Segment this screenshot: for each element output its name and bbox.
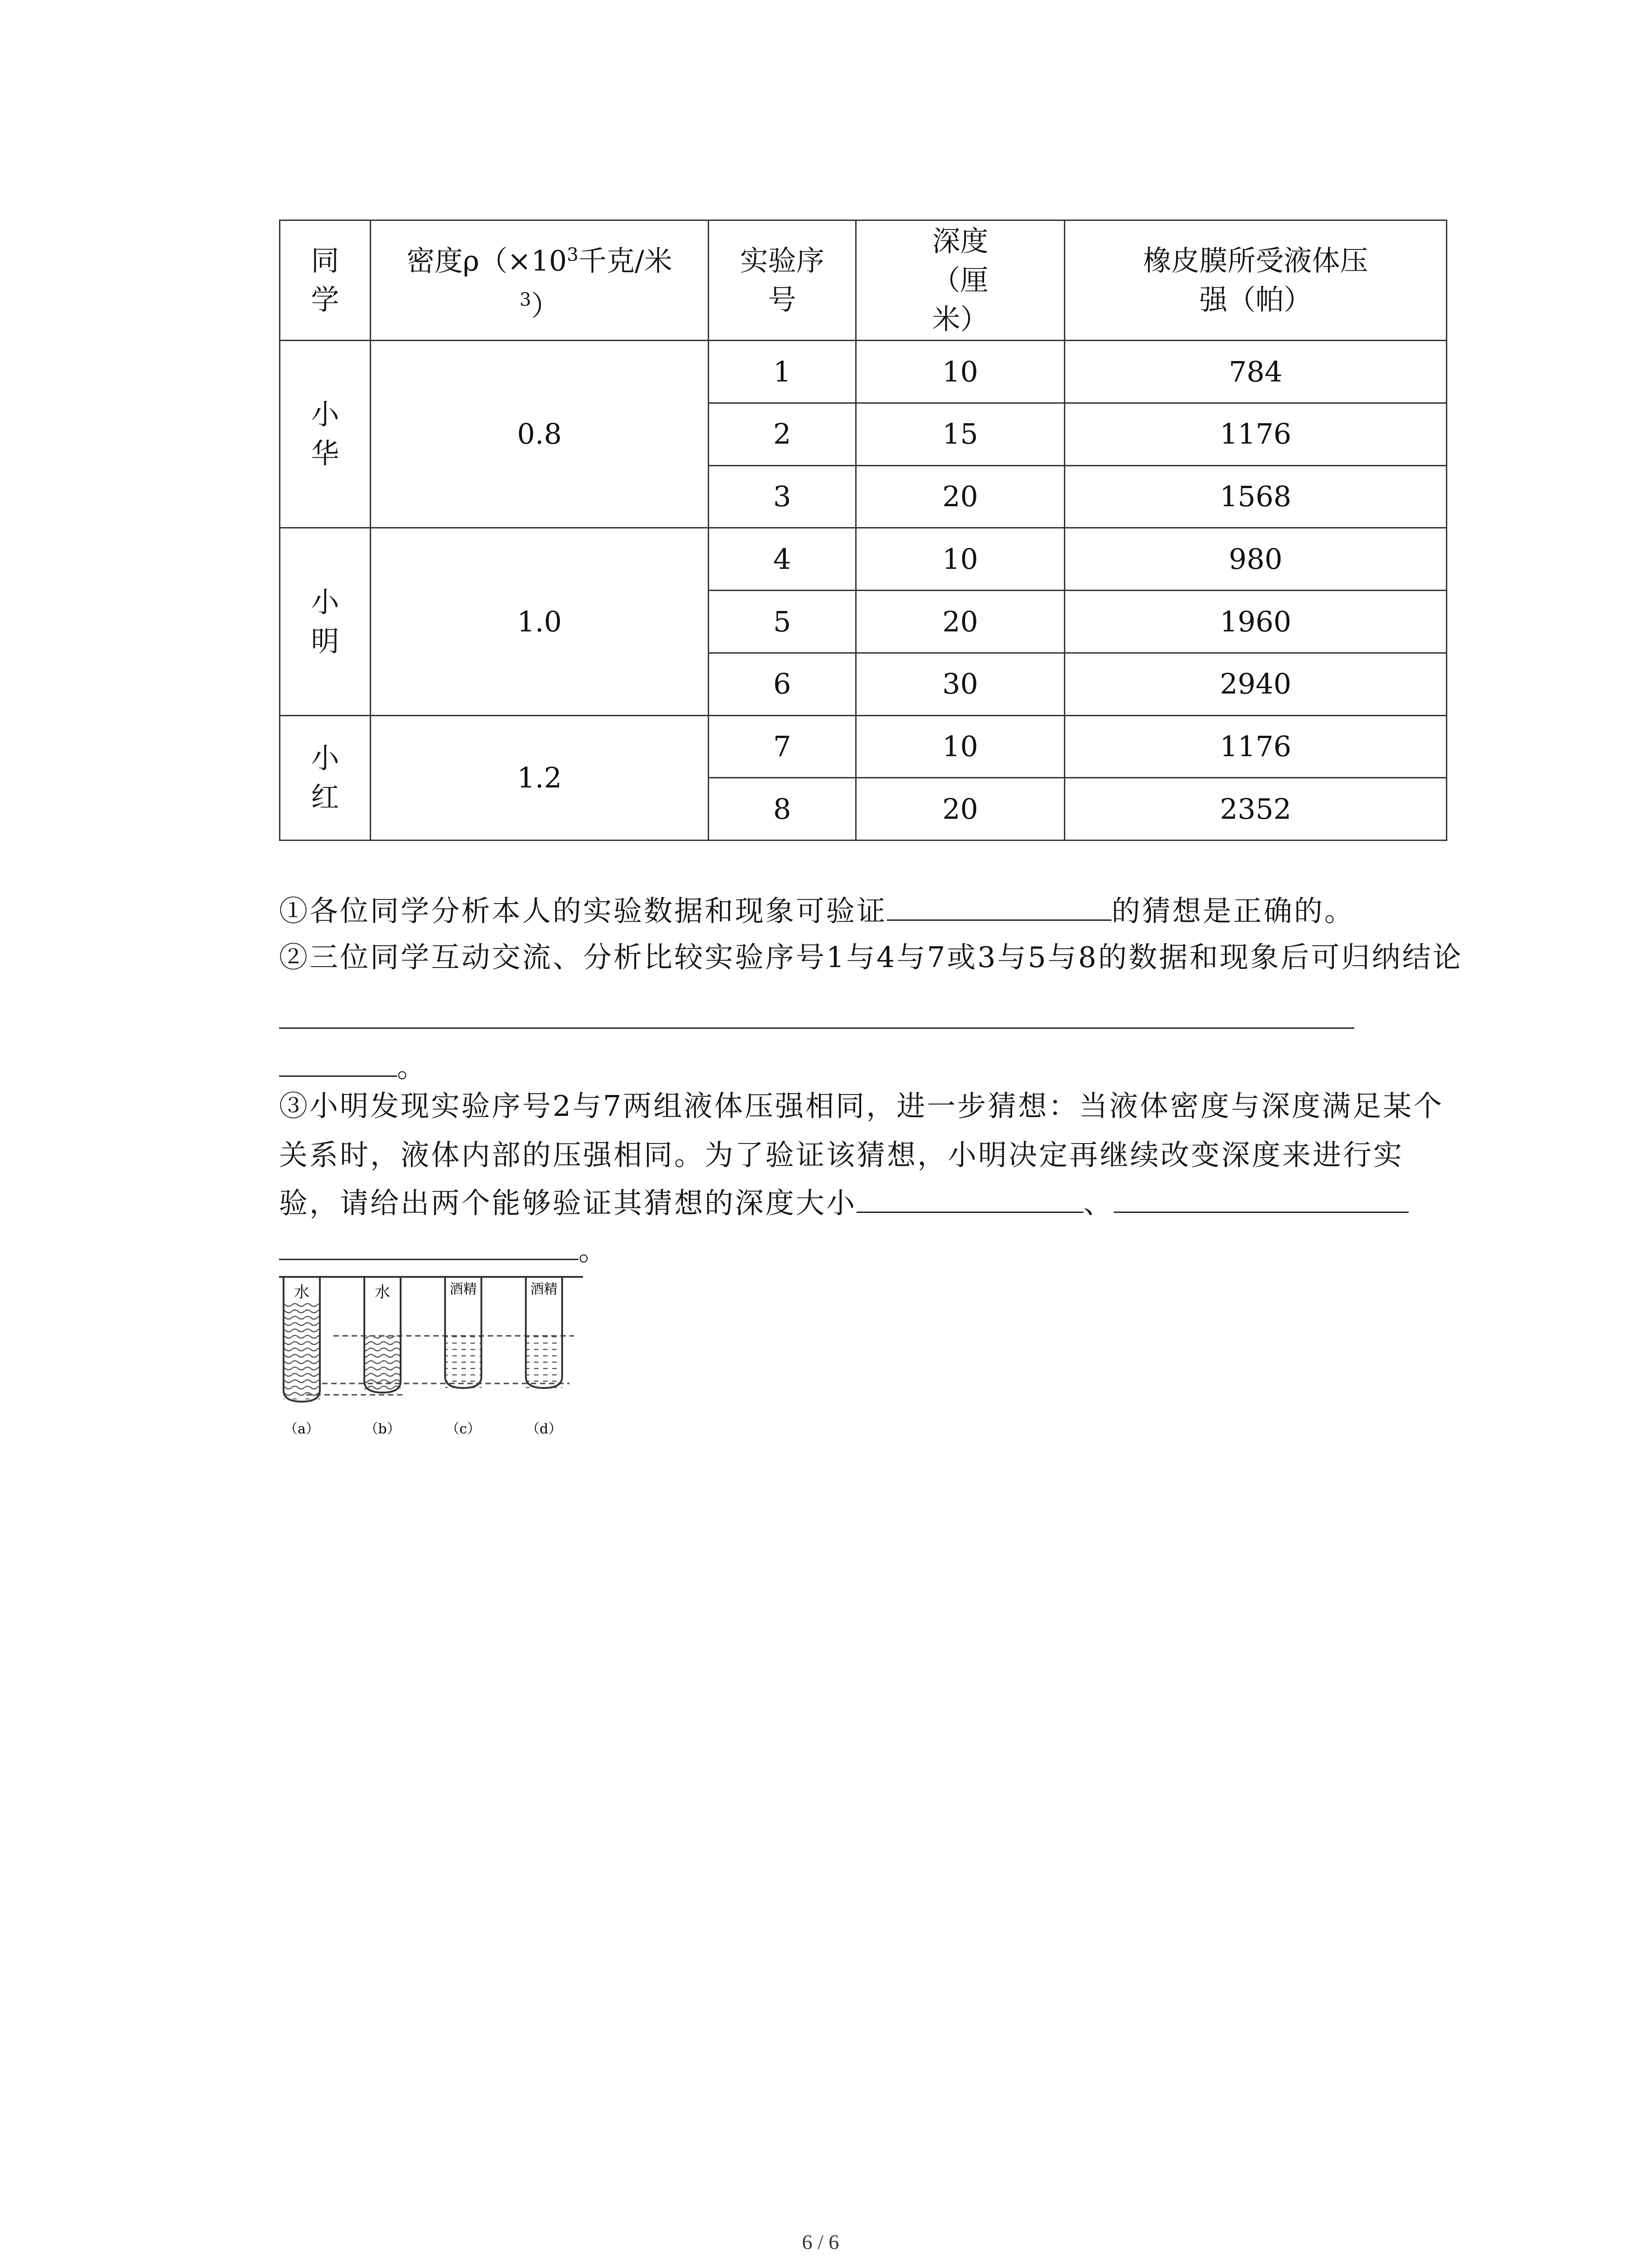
pressure-cell: 1568	[1065, 465, 1447, 528]
tubes-diagram	[279, 1270, 588, 1442]
tube-label: 水	[294, 1283, 309, 1301]
water-fill	[364, 1336, 401, 1390]
pressure-cell: 784	[1065, 341, 1447, 403]
table-row	[280, 341, 1447, 403]
q3-text-line-2: 关系时，液体内部的压强相同。为了验证该猜想，小明决定再继续改变深度来进行实	[279, 1139, 1404, 1172]
q3-answer-blank-3[interactable]	[279, 1232, 578, 1260]
question-2-end	[279, 1044, 427, 1085]
student-cell: 小华	[280, 341, 371, 528]
depth-cell: 20	[856, 778, 1065, 841]
q3-answer-blank-2[interactable]	[1114, 1184, 1409, 1213]
data-table	[279, 220, 1447, 841]
depth-cell: 20	[856, 591, 1065, 653]
header-density: 密度$\rho(\times 10^3$千克/米 $^3$）	[371, 220, 709, 341]
question-3-line-3	[279, 1180, 1409, 1222]
depth-cell: 10	[856, 341, 1065, 403]
pressure-cell: 2352	[1065, 778, 1447, 841]
header-depth: 深度（厘米）	[856, 220, 1065, 341]
q1-answer-blank[interactable]	[887, 892, 1112, 921]
tube-label: 酒精	[530, 1281, 558, 1297]
student-cell: 小明	[280, 528, 371, 715]
pressure-cell: 980	[1065, 528, 1447, 591]
q2-answer-line[interactable]	[279, 1027, 1354, 1029]
trial-cell: 8	[709, 778, 856, 841]
question-2	[279, 934, 1463, 976]
tube-c	[445, 1277, 481, 1437]
tube-caption: （a）	[284, 1421, 319, 1437]
trial-cell: 1	[709, 341, 856, 403]
trial-cell: 7	[709, 715, 856, 778]
question-3-end	[279, 1227, 609, 1269]
question-1	[279, 888, 1355, 929]
alcohol-fill	[445, 1336, 481, 1388]
table-row	[280, 528, 1447, 591]
header-trial: 实验序号	[709, 220, 856, 341]
trial-cell: 6	[709, 653, 856, 715]
question-3-line-2	[279, 1132, 1404, 1173]
tube-label: 水	[375, 1283, 390, 1301]
pressure-cell: 2940	[1065, 653, 1447, 715]
tube-b	[364, 1277, 401, 1437]
trial-cell: 5	[709, 591, 856, 653]
depth-cell: 10	[856, 528, 1065, 591]
q3-text-line-1: ③小明发现实验序号2与7两组液体压强相同，进一步猜想：当液体密度与深度满足某个	[279, 1090, 1444, 1123]
density-cell: 1.2	[371, 715, 709, 840]
water-fill	[284, 1302, 320, 1399]
experiment-figure	[279, 1270, 588, 1442]
depth-cell: 20	[856, 465, 1065, 528]
tube-caption: （c）	[446, 1421, 481, 1437]
alcohol-fill	[526, 1336, 562, 1388]
page-number: 6 / 6	[802, 2230, 839, 2253]
table-header-row	[280, 220, 1447, 341]
header-student: 同学	[280, 220, 371, 341]
q3-period: 。	[578, 1234, 609, 1267]
depth-cell: 15	[856, 403, 1065, 466]
tube-caption: （b）	[364, 1421, 401, 1437]
q2-text: ②三位同学互动交流、分析比较实验序号1与4与7或3与5与8的数据和现象后可归纳结论	[279, 941, 1463, 974]
q3-text-line-3: 验，请给出两个能够验证其猜想的深度大小	[279, 1187, 857, 1220]
trial-cell: 3	[709, 465, 856, 528]
q2-period: 。	[397, 1051, 427, 1084]
q3-separator: 、	[1083, 1187, 1114, 1220]
q2-answer-blank[interactable]	[279, 1048, 397, 1077]
depth-cell: 30	[856, 653, 1065, 715]
q3-answer-blank-1[interactable]	[857, 1184, 1083, 1213]
q1-text-before: ①各位同学分析本人的实验数据和现象可验证	[279, 894, 887, 928]
density-cell: 1.0	[371, 528, 709, 715]
density-cell: 0.8	[371, 341, 709, 528]
tube-caption: （d）	[526, 1421, 562, 1437]
question-3-line-1	[279, 1083, 1444, 1124]
trial-cell: 4	[709, 528, 856, 591]
student-cell: 小红	[280, 715, 371, 840]
table-row	[280, 715, 1447, 778]
tube-a	[284, 1277, 320, 1437]
pressure-cell: 1176	[1065, 403, 1447, 466]
tube-label: 酒精	[450, 1281, 477, 1297]
trial-cell: 2	[709, 403, 856, 466]
header-pressure: 橡皮膜所受液体压强（帕）	[1065, 220, 1447, 341]
tube-d	[526, 1277, 562, 1437]
pressure-cell: 1176	[1065, 715, 1447, 778]
pressure-cell: 1960	[1065, 591, 1447, 653]
depth-cell: 10	[856, 715, 1065, 778]
q1-text-after: 的猜想是正确的。	[1112, 894, 1355, 928]
